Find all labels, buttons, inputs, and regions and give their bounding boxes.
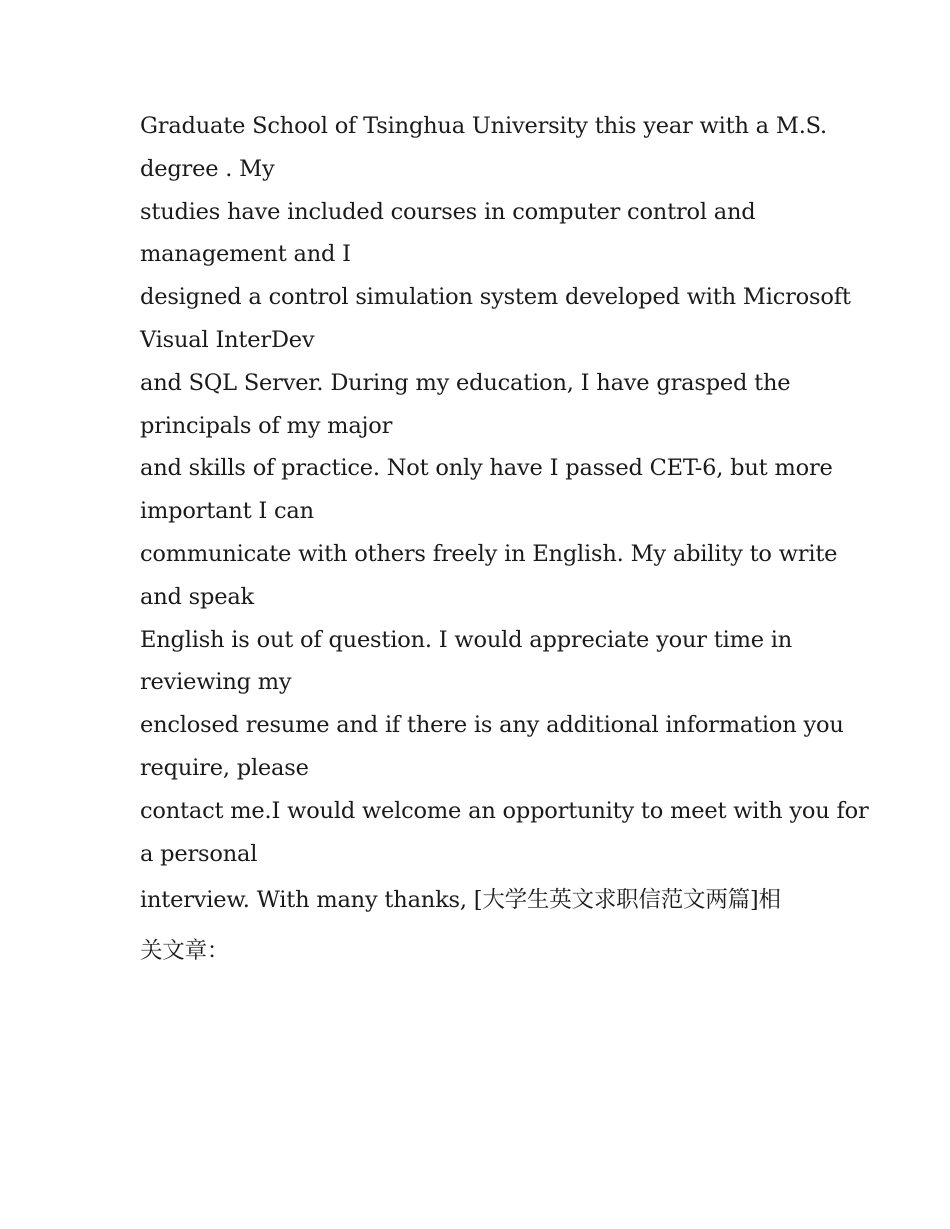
letter-body: [140, 105, 869, 977]
text-line: designed a control simulation system developed with Microsoft: [140, 284, 851, 311]
text-line: require, please: [140, 754, 309, 781]
text-line: English is out of question. I would appreciate your time in: [140, 626, 793, 653]
text-line: enclosed resume and if there is any additional information you: [140, 712, 844, 739]
text-line: Graduate School of Tsinghua University this year with a M.S.: [140, 113, 828, 139]
text-line: management and I: [140, 241, 351, 268]
text-line: Visual InterDev: [140, 326, 315, 353]
text-line: important I can: [140, 498, 314, 525]
text-line: contact me.I would welcome an opportunity to meet with you for: [140, 797, 869, 824]
text-line: 关文章：: [140, 938, 230, 965]
text-line: and skills of practice. Not only have I passed CET-6, but more: [140, 455, 833, 482]
text-line: degree . My: [140, 155, 275, 182]
text-line: studies have included courses in computer control and: [140, 198, 756, 225]
text-line: communicate with others freely in English. My ability to write: [140, 540, 838, 567]
text-line: a personal: [140, 840, 258, 867]
text-line: reviewing my: [140, 669, 292, 696]
text-line: interview. With many thanks, [大学生英文求职信范文两篇]相: [140, 887, 781, 914]
text-line: principals of my major: [140, 412, 393, 439]
text-line: and SQL Server. During my education, I have grasped the: [140, 369, 791, 396]
text-line: and speak: [140, 583, 254, 610]
